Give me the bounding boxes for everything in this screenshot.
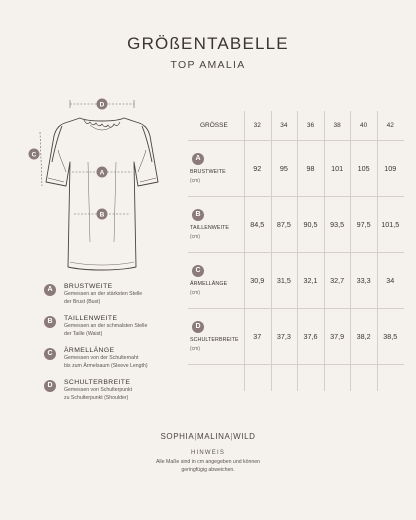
size-col-header: 42 bbox=[386, 122, 394, 129]
table-header-row bbox=[188, 111, 404, 141]
table-cell: 38,5 bbox=[383, 332, 398, 341]
table-cell: 101 bbox=[331, 164, 344, 173]
page-title: GRÖßENTABELLE bbox=[127, 34, 289, 53]
table-cell: 92 bbox=[253, 164, 262, 173]
table-cell: 34 bbox=[386, 276, 395, 285]
legend-title: BRUSTWEITE bbox=[64, 283, 113, 290]
svg-text:D: D bbox=[99, 101, 105, 109]
table-row-aermellaenge bbox=[188, 253, 404, 309]
row-label: BRUSTWEITE bbox=[190, 169, 226, 175]
marker-d: D bbox=[44, 380, 56, 392]
table-row-brustweite bbox=[188, 141, 404, 197]
measurement-legend bbox=[44, 283, 194, 411]
hint-line2: geringfügig abweichen. bbox=[181, 466, 235, 473]
legend-item-b bbox=[44, 315, 194, 338]
row-label: TAILLENWEITE bbox=[190, 225, 230, 231]
table-row-taillenweite bbox=[188, 197, 404, 253]
size-col-header: 40 bbox=[360, 122, 368, 129]
brand-logo bbox=[148, 432, 268, 441]
svg-text:C: C bbox=[31, 151, 37, 159]
marker-a: A bbox=[44, 284, 56, 296]
legend-desc-line1: Gemessen von Schulterpunkt bbox=[64, 387, 133, 394]
legend-desc-line2: der Brust (Bust) bbox=[64, 298, 101, 305]
row-label: ÄRMELLÄNGE bbox=[190, 281, 228, 287]
size-col-header: 32 bbox=[253, 122, 261, 129]
size-col-header: 38 bbox=[333, 122, 341, 129]
table-cell: 32,7 bbox=[330, 276, 345, 285]
brand-separator: | bbox=[194, 432, 198, 441]
brand-part1: SOPHIA bbox=[160, 432, 195, 441]
legend-desc-line1: Gemessen an der schmalsten Stelle bbox=[64, 323, 148, 330]
svg-text:A: A bbox=[99, 169, 105, 177]
marker-d: D bbox=[192, 321, 204, 333]
table-cell: 37 bbox=[253, 332, 262, 341]
brand-part3: WILD bbox=[233, 432, 256, 441]
shirt-body-outline bbox=[46, 118, 158, 270]
size-col-header: 36 bbox=[306, 122, 315, 129]
hint-text bbox=[148, 459, 268, 474]
table-cell: 30,9 bbox=[250, 276, 265, 285]
row-unit: (cm) bbox=[190, 234, 200, 240]
marker-c: C bbox=[192, 265, 204, 277]
size-col-header: 34 bbox=[280, 122, 288, 129]
row-unit: (cm) bbox=[190, 346, 200, 352]
legend-desc-line2: bis zum Ärmelsaum (Sleeve Length) bbox=[64, 362, 148, 369]
marker-b: B bbox=[44, 316, 56, 328]
legend-item-a bbox=[44, 283, 194, 306]
legend-title: ÄRMELLÄNGE bbox=[64, 347, 115, 355]
table-cell: 31,5 bbox=[276, 276, 291, 285]
legend-desc-line1: Gemessen an der stärksten Stelle bbox=[64, 291, 143, 297]
brand-separator: | bbox=[230, 432, 234, 441]
legend-item-c bbox=[44, 347, 194, 370]
legend-desc-line2: der Taille (Waist) bbox=[64, 330, 103, 337]
marker-c: C bbox=[44, 348, 56, 360]
legend-title: TAILLENWEITE bbox=[64, 315, 118, 323]
size-table bbox=[188, 111, 404, 365]
legend-desc-line2: zu Schulterpunkt (Shoulder) bbox=[64, 394, 129, 401]
marker-a: A bbox=[192, 153, 204, 165]
size-header-label: GRÖSSE bbox=[200, 122, 228, 129]
row-label: SCHULTERBREITE bbox=[190, 337, 239, 343]
table-cell: 37,6 bbox=[303, 332, 318, 341]
table-cell: 105 bbox=[357, 164, 370, 173]
svg-text:B: B bbox=[99, 211, 105, 219]
table-cell: 101,5 bbox=[381, 220, 400, 229]
product-subtitle: TOP AMALIA bbox=[170, 59, 246, 71]
table-cell: 32,1 bbox=[303, 276, 318, 285]
hint-line1: Alle Maße sind in cm angegeben und können bbox=[155, 459, 261, 465]
table-cell: 84,5 bbox=[250, 220, 265, 229]
legend-desc-line1: Gemessen von der Schulternaht bbox=[64, 355, 139, 362]
legend-item-d bbox=[44, 379, 194, 402]
table-cell: 109 bbox=[384, 164, 397, 173]
table-cell: 93,5 bbox=[330, 220, 345, 229]
table-cell: 90,5 bbox=[303, 220, 318, 229]
table-cell: 97,5 bbox=[356, 220, 371, 229]
row-unit: (cm) bbox=[190, 290, 200, 296]
marker-b: B bbox=[192, 209, 204, 221]
table-cell: 37,3 bbox=[276, 332, 291, 341]
table-cell: 95 bbox=[279, 164, 288, 173]
table-cell: 33,3 bbox=[356, 276, 371, 285]
table-row-schulterbreite bbox=[188, 309, 404, 365]
table-cell: 98 bbox=[306, 164, 315, 173]
table-cell: 37,9 bbox=[330, 332, 345, 341]
garment-illustration bbox=[18, 92, 186, 272]
legend-title: SCHULTERBREITE bbox=[64, 379, 131, 387]
table-cell: 38,2 bbox=[356, 332, 371, 341]
table-cell: 87,5 bbox=[276, 220, 291, 229]
brand-part2: MALINA bbox=[197, 432, 231, 441]
row-unit: (cm) bbox=[190, 178, 200, 184]
hint-title: HINWEIS bbox=[190, 450, 226, 456]
